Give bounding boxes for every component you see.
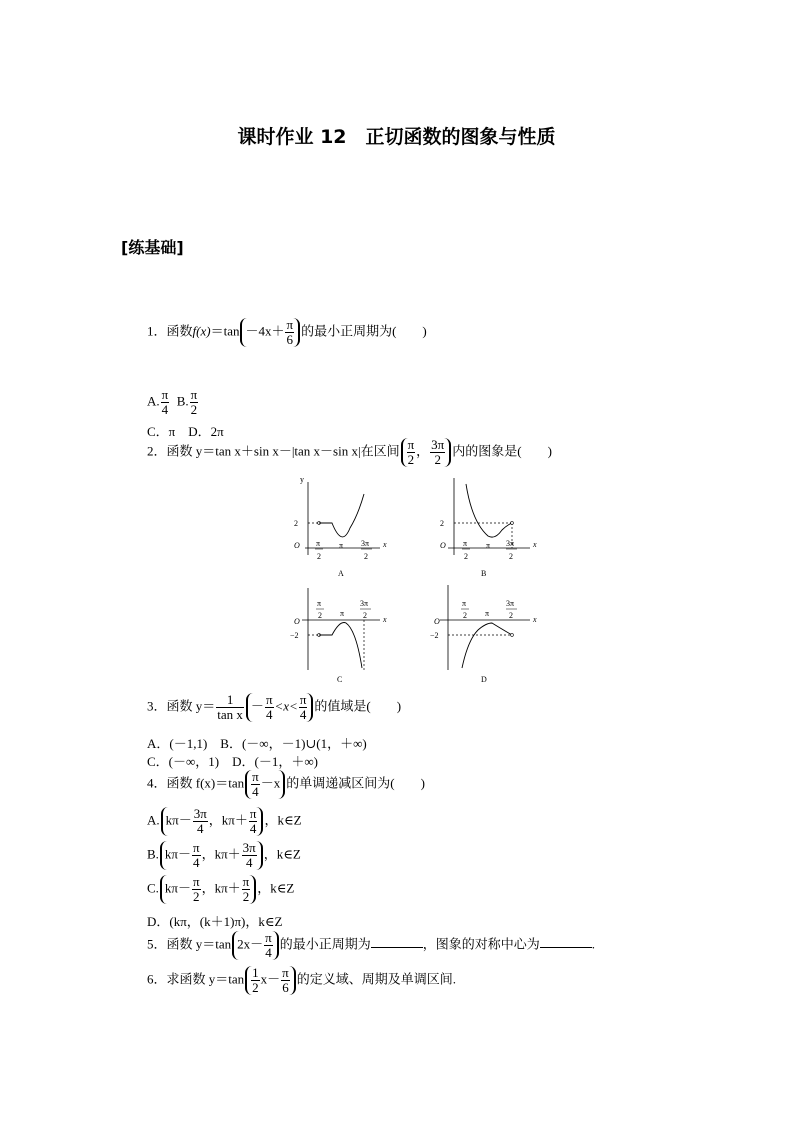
graph-d <box>430 585 537 684</box>
graph-a-y-label: y <box>300 475 304 484</box>
graph-b-caption: B <box>481 569 487 578</box>
graph-c-curve <box>319 623 362 669</box>
q4-optC-frac2-den: 2 <box>242 889 250 904</box>
q3-cond-frac-b-den: 4 <box>299 707 307 722</box>
q2-tail: 内的图象是( ) <box>452 443 552 459</box>
question-1 <box>147 318 427 347</box>
graph-d-caption: D <box>481 675 487 684</box>
q1-text: 函数 <box>166 323 193 339</box>
q5-frac <box>264 931 273 960</box>
q1-frac-den: 6 <box>286 332 294 347</box>
q4-optB-label: B. <box>147 846 159 862</box>
question-4 <box>147 770 425 799</box>
graph-c-caption: C <box>337 675 343 684</box>
q4-inner-den: 4 <box>252 784 259 799</box>
q3-cond-frac-a <box>265 693 274 722</box>
q3-cond-frac-b-num: π <box>299 692 307 707</box>
graph-b-tick1-num: π <box>463 539 468 548</box>
graph-b-tick3-den: 2 <box>509 552 513 561</box>
question-5 <box>147 931 595 960</box>
q4-optB-frac2 <box>242 841 257 870</box>
q3-frac-num: 1 <box>216 693 244 708</box>
q4-optB-frac2-num: 3π <box>242 840 256 855</box>
q4-optC-part1: kπ－ <box>164 880 191 896</box>
q2-frac-b <box>430 438 445 467</box>
q5-frac-num: π <box>265 930 272 945</box>
q4-optC-frac1-den: 2 <box>193 889 200 904</box>
q4-optA-frac1 <box>193 807 208 836</box>
q4-optC-frac2-num: π <box>242 874 250 889</box>
q5-paren <box>232 931 279 960</box>
q4-optB-kz: ，k∈Z <box>263 846 301 862</box>
graph-d-origin: O <box>434 617 440 626</box>
q2-frac-b-num: 3π <box>431 437 445 452</box>
q6-tail: 的定义域、周期及单调区间. <box>296 971 457 987</box>
graph-d-tick1-num: π <box>462 599 467 608</box>
q4-optA-kz: ，k∈Z <box>264 812 302 828</box>
q2-frac-a-num: π <box>407 437 415 452</box>
graph-a-origin: O <box>294 541 300 550</box>
q5-tail-b: ，图象的对称中心为 <box>422 936 540 952</box>
q6-frac-b <box>281 966 290 995</box>
q5-frac-den: 4 <box>265 945 272 960</box>
q4-optA-frac1-den: 4 <box>197 821 204 836</box>
graph-d-tick3-den: 2 <box>509 611 513 620</box>
graph-a <box>294 475 387 578</box>
q6-frac-b-num: π <box>282 965 289 980</box>
q1-optA-label: A. <box>147 393 160 409</box>
q6-frac-a <box>251 966 260 995</box>
q1-tail: 的最小正周期为( ) <box>301 323 427 339</box>
graph-a-tick3-den: 2 <box>364 552 368 561</box>
q4-text: 函数 f(x)＝tan <box>166 775 245 791</box>
q4-inner-tail: －x <box>260 775 281 791</box>
graph-a-x-label: x <box>383 540 387 549</box>
q6-text: 求函数 y＝tan <box>166 971 245 987</box>
q4-optA-frac2-den: 4 <box>249 821 257 836</box>
q4-inner-frac <box>251 770 260 799</box>
graph-b-tick1-den: 2 <box>464 552 468 561</box>
q3-cond-frac-a-den: 4 <box>265 707 273 722</box>
q4-optB-part1: kπ－ <box>164 846 191 862</box>
graph-c-x-label: x <box>383 615 387 624</box>
q3-cond-minus: － <box>250 698 264 714</box>
q5-tail-a: 的最小正周期为 <box>279 936 371 952</box>
q2-graphs <box>280 470 550 690</box>
q4-option-b <box>147 841 301 870</box>
question-2 <box>147 438 552 467</box>
q4-optA-frac1-num: 3π <box>193 806 207 821</box>
q1-options-cd: C．π D．2π <box>147 424 224 439</box>
q4-optA-label: A. <box>147 812 160 828</box>
question-3 <box>147 693 401 722</box>
q4-tail: 的单调递减区间为( ) <box>286 775 425 791</box>
section-heading: [练基础] <box>121 238 184 257</box>
q1-optB-den: 2 <box>190 402 198 417</box>
q5-blank-center[interactable] <box>540 947 592 948</box>
q4-optB-frac1-den: 4 <box>193 855 200 870</box>
graph-a-tick1-den: 2 <box>317 552 321 561</box>
graph-d-tick3-num: 3π <box>506 599 515 608</box>
graph-c-tick2: π <box>340 609 345 618</box>
graph-c-neg-two: −2 <box>290 631 299 640</box>
q3-options-ab: A．(－1,1) B．(－∞，－1)∪(1，＋∞) <box>147 736 367 751</box>
q4-optC-paren <box>160 875 256 904</box>
graph-b <box>440 478 537 578</box>
graph-b-tick2: π <box>486 541 491 550</box>
q3-text: 函数 y＝ <box>166 698 216 714</box>
graph-a-curve <box>319 494 364 537</box>
graph-c-tick3-num: 3π <box>360 599 369 608</box>
q4-optC-kz: ，k∈Z <box>257 880 295 896</box>
q3-cond-frac-b <box>299 693 308 722</box>
graph-a-tick2: π <box>339 541 344 550</box>
q1-optA-frac <box>161 388 170 417</box>
q5-blank-period[interactable] <box>371 947 423 948</box>
graph-d-tick1-den: 2 <box>463 611 467 620</box>
q4-optB-frac1-num: π <box>193 840 200 855</box>
q1-fx: f(x) <box>192 323 211 339</box>
q3-frac-den: tan x <box>217 707 243 722</box>
q4-number: 4． <box>147 775 167 791</box>
q4-optC-frac1-num: π <box>193 874 200 889</box>
q4-optC-label: C. <box>147 880 159 896</box>
graph-d-neg-two: −2 <box>430 631 439 640</box>
q6-frac-a-num: 1 <box>252 965 259 980</box>
q4-optA-paren <box>161 807 264 836</box>
q2-frac-a-den: 2 <box>407 452 415 467</box>
graph-b-curve <box>466 484 512 537</box>
graph-c-tick3-den: 2 <box>363 611 367 620</box>
q6-frac-a-den: 2 <box>252 980 259 995</box>
graph-a-caption: A <box>338 569 344 578</box>
q1-optB-frac <box>190 388 199 417</box>
q4-optB-frac1 <box>192 841 201 870</box>
q4-optB-part2: ，kπ＋ <box>201 846 241 862</box>
q4-option-c <box>147 875 294 904</box>
q1-options-ab <box>147 388 199 417</box>
q3-number: 3． <box>147 698 167 714</box>
q1-paren <box>240 318 300 347</box>
q5-end: . <box>591 936 596 952</box>
graph-a-two: 2 <box>294 519 298 528</box>
q1-optB-num: π <box>190 387 198 402</box>
page-title: 课时作业 12 正切函数的图象与性质 <box>237 126 556 148</box>
q6-frac-b-den: 6 <box>282 980 289 995</box>
q6-number: 6． <box>147 971 167 987</box>
q1-eq: ＝tan <box>210 323 240 339</box>
q4-paren <box>245 770 285 799</box>
q3-options-cd: C．(－∞，1) D．(－1，＋∞) <box>147 754 318 769</box>
q4-option-a <box>147 807 302 836</box>
q4-optB-frac2-den: 4 <box>245 855 253 870</box>
q2-number: 2． <box>147 443 167 459</box>
q4-optC-frac1 <box>192 875 201 904</box>
q2-text: 函数 y＝tan x＋sin x－|tan x－sin x|在区间 <box>166 443 400 459</box>
q2-paren <box>401 438 452 467</box>
q4-optA-part2: ，kπ＋ <box>208 812 248 828</box>
graph-c <box>290 588 387 684</box>
q4-optA-frac2 <box>249 807 258 836</box>
graph-d-x-label: x <box>533 615 537 624</box>
q1-optA-num: π <box>161 387 169 402</box>
q2-comma: ， <box>416 443 430 459</box>
q3-paren <box>246 693 314 722</box>
question-6 <box>147 966 456 995</box>
q5-number: 5． <box>147 936 167 952</box>
q3-cond-frac-a-num: π <box>265 692 273 707</box>
q5-text: 函数 y＝tan <box>166 936 232 952</box>
graph-b-tick3-num: 3π <box>506 539 515 548</box>
q3-cond-mid: <x< <box>274 698 298 714</box>
q2-frac-a <box>407 438 416 467</box>
graph-c-tick1-num: π <box>317 599 322 608</box>
graph-d-tick2: π <box>485 609 490 618</box>
graph-a-tick3-num: 3π <box>361 539 370 548</box>
q1-number: 1． <box>147 323 167 339</box>
q5-inner: 2x－ <box>237 936 264 952</box>
graph-d-curve <box>462 623 512 668</box>
q1-frac <box>285 318 294 347</box>
graph-b-x-label: x <box>533 540 537 549</box>
graph-a-tick1-num: π <box>316 539 321 548</box>
q4-option-d: D．(kπ，(k＋1)π)，k∈Z <box>147 914 283 929</box>
q4-optA-part1: kπ－ <box>165 812 192 828</box>
q1-optA-den: 4 <box>161 402 169 417</box>
graph-b-origin: O <box>440 541 446 550</box>
q6-paren <box>245 966 296 995</box>
q4-inner-num: π <box>252 769 259 784</box>
graph-c-tick1-den: 2 <box>318 611 322 620</box>
graph-b-two: 2 <box>440 519 444 528</box>
graph-c-origin: O <box>294 617 300 626</box>
q1-frac-num: π <box>286 317 294 332</box>
q3-tail: 的值域是( ) <box>314 698 402 714</box>
q1-optB-label: B. <box>176 393 189 409</box>
q2-frac-b-den: 2 <box>434 452 441 467</box>
q4-optA-frac2-num: π <box>249 806 257 821</box>
q1-inner: －4x＋ <box>245 323 285 339</box>
q4-optB-paren <box>160 841 263 870</box>
q3-frac <box>216 693 244 722</box>
q4-optC-frac2 <box>242 875 251 904</box>
q6-inner: x－ <box>260 971 281 987</box>
q4-optC-part2: ，kπ＋ <box>201 880 241 896</box>
